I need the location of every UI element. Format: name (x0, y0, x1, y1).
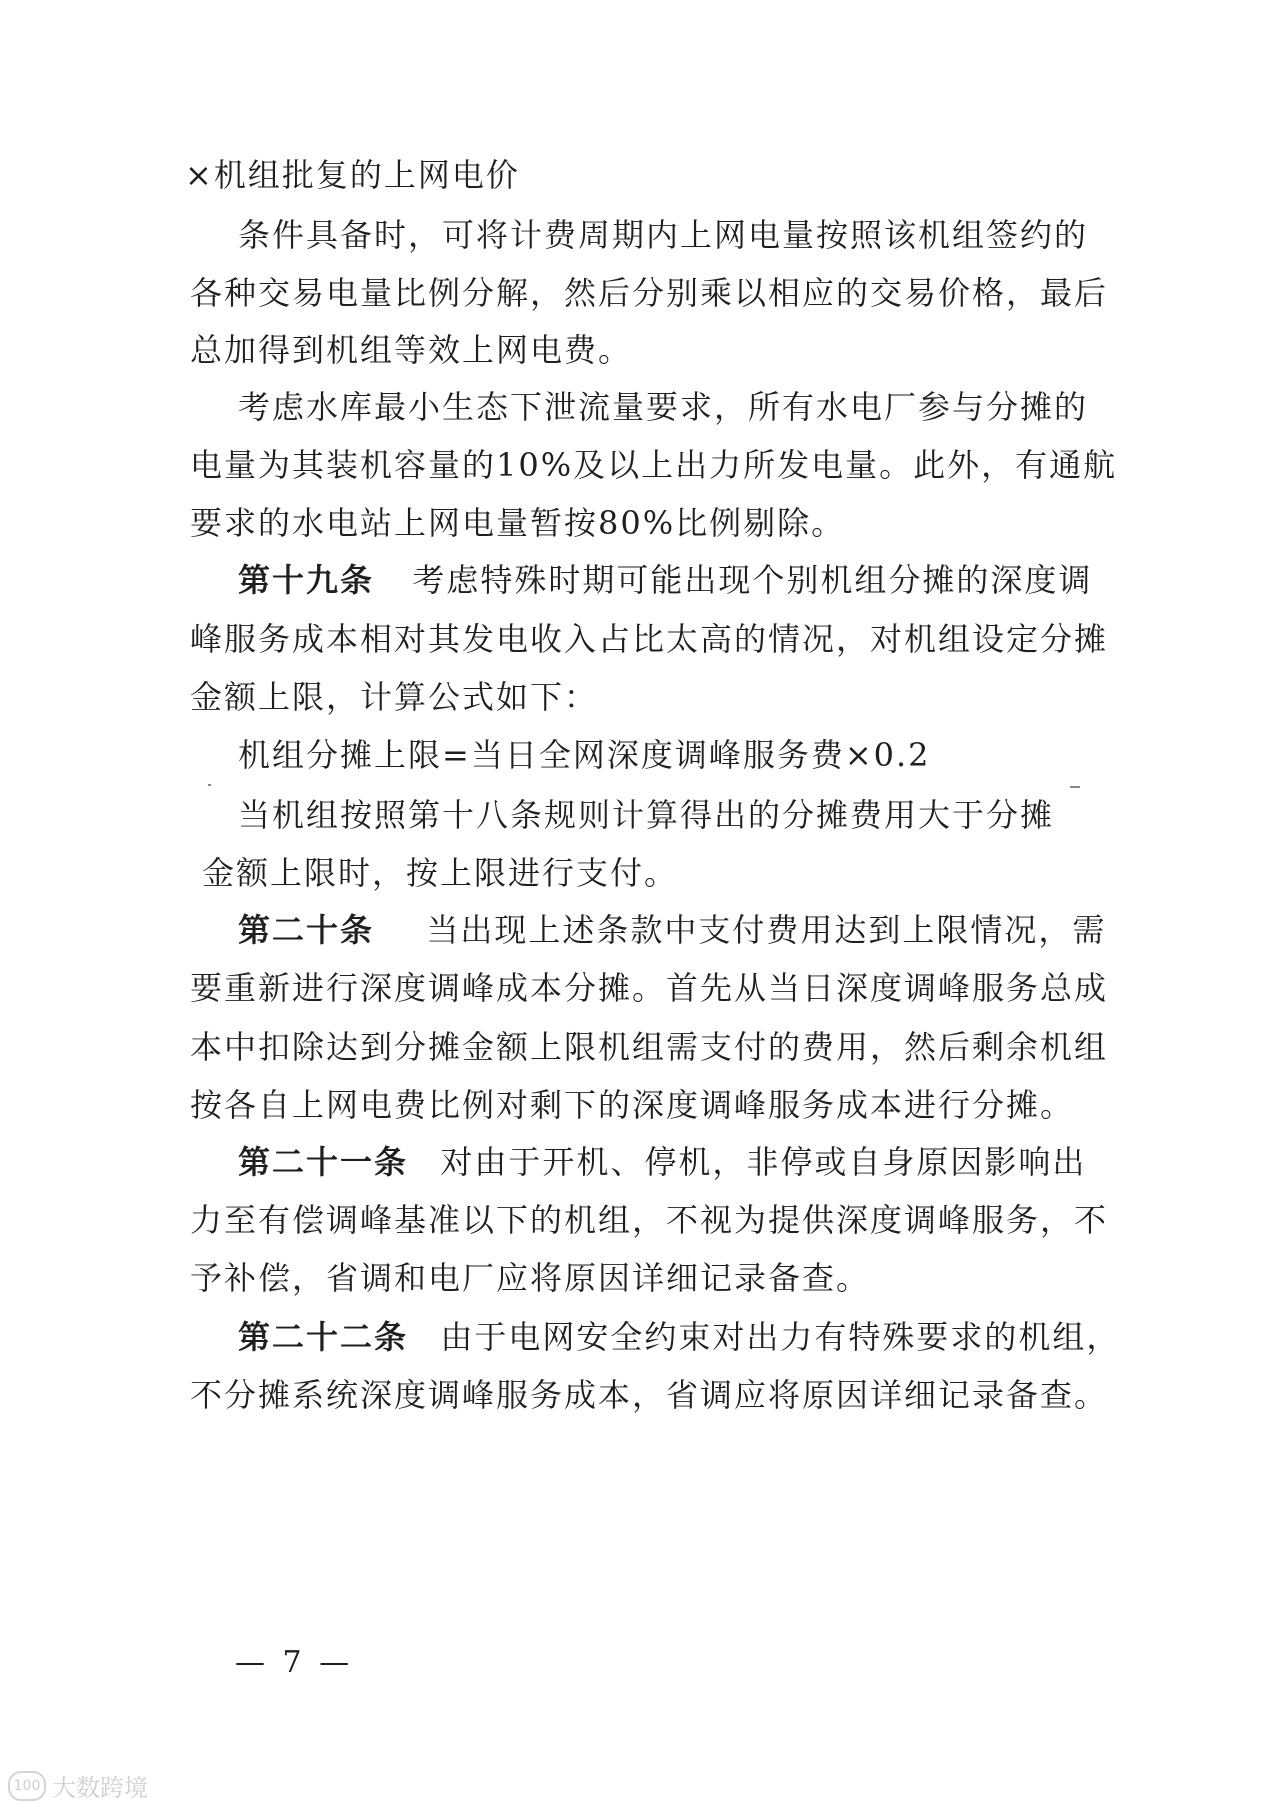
watermark-text: 大数跨境 (52, 1774, 148, 1802)
article-19-line-2: 峰服务成本相对其发电收入占比太高的情况，对机组设定分摊 (190, 620, 1109, 658)
article-20-heading: 第二十条 (238, 911, 375, 949)
article-20-text: 当出现上述条款中支付费用达到上限情况，需 (426, 911, 1107, 949)
formula-continuation: ×机组批复的上网电价 (185, 156, 520, 194)
article-21-line-2: 力至有偿调峰基准以下的机组，不视为提供深度调峰服务，不 (190, 1201, 1109, 1239)
article-19-line-3: 金额上限，计算公式如下： (190, 678, 599, 716)
page-number: — 7 — (235, 1645, 354, 1680)
article-22-line-1 (238, 1312, 1158, 1358)
scan-speck (1070, 786, 1080, 788)
article-22-line-2: 不分摊系统深度调峰服务成本，省调应将原因详细记录备查。 (190, 1376, 1109, 1414)
article-21-heading: 第二十一条 (238, 1143, 409, 1181)
paragraph-line: 各种交易电量比例分解，然后分别乘以相应的交易价格，最后 (190, 274, 1109, 312)
article-22-heading: 第二十二条 (238, 1318, 409, 1356)
article-20-line-2: 要重新进行深度调峰成本分摊。首先从当日深度调峰服务总成 (190, 969, 1109, 1007)
article-19-formula: 机组分摊上限=当日全网深度调峰服务费×0.2 (238, 736, 931, 774)
watermark-logo-icon: 100 (8, 1771, 46, 1801)
article-19-after-2: 金额上限时，按上限进行支付。 (202, 854, 679, 892)
paragraph-line: 要求的水电站上网电量暂按80%比例剔除。 (190, 504, 846, 542)
article-20-line-4: 按各自上网电费比例对剩下的深度调峰服务成本进行分摊。 (190, 1086, 1075, 1124)
article-21-text: 对由于开机、停机，非停或自身原因影响出 (440, 1143, 1087, 1181)
article-19-after-1: 当机组按照第十八条规则计算得出的分摊费用大于分摊 (238, 796, 1055, 834)
article-19-heading: 第十九条 (238, 561, 375, 599)
paragraph-line: 条件具备时，可将计费周期内上网电量按照该机组签约的 (238, 216, 1089, 254)
article-21-line-3: 予补偿，省调和电厂应将原因详细记录备查。 (190, 1259, 871, 1297)
paragraph-line: 总加得到机组等效上网电费。 (190, 331, 633, 369)
watermark (8, 1768, 148, 1803)
article-19-line-1 (238, 555, 1158, 601)
article-19-text: 考虑特殊时期可能出现个别机组分摊的深度调 (412, 561, 1093, 599)
article-20-line-3: 本中扣除达到分摊金额上限机组需支付的费用，然后剩余机组 (190, 1028, 1109, 1066)
paragraph-line: 电量为其装机容量的10%及以上出力所发电量。此外，有通航 (190, 446, 1118, 484)
article-21-line-1 (238, 1137, 1158, 1183)
scan-speck (208, 784, 211, 786)
paragraph-line: 考虑水库最小生态下泄流量要求，所有水电厂参与分摊的 (238, 388, 1089, 426)
article-20-line-1 (238, 905, 1158, 951)
article-22-text: 由于电网安全约束对出力有特殊要求的机组， (440, 1318, 1121, 1356)
